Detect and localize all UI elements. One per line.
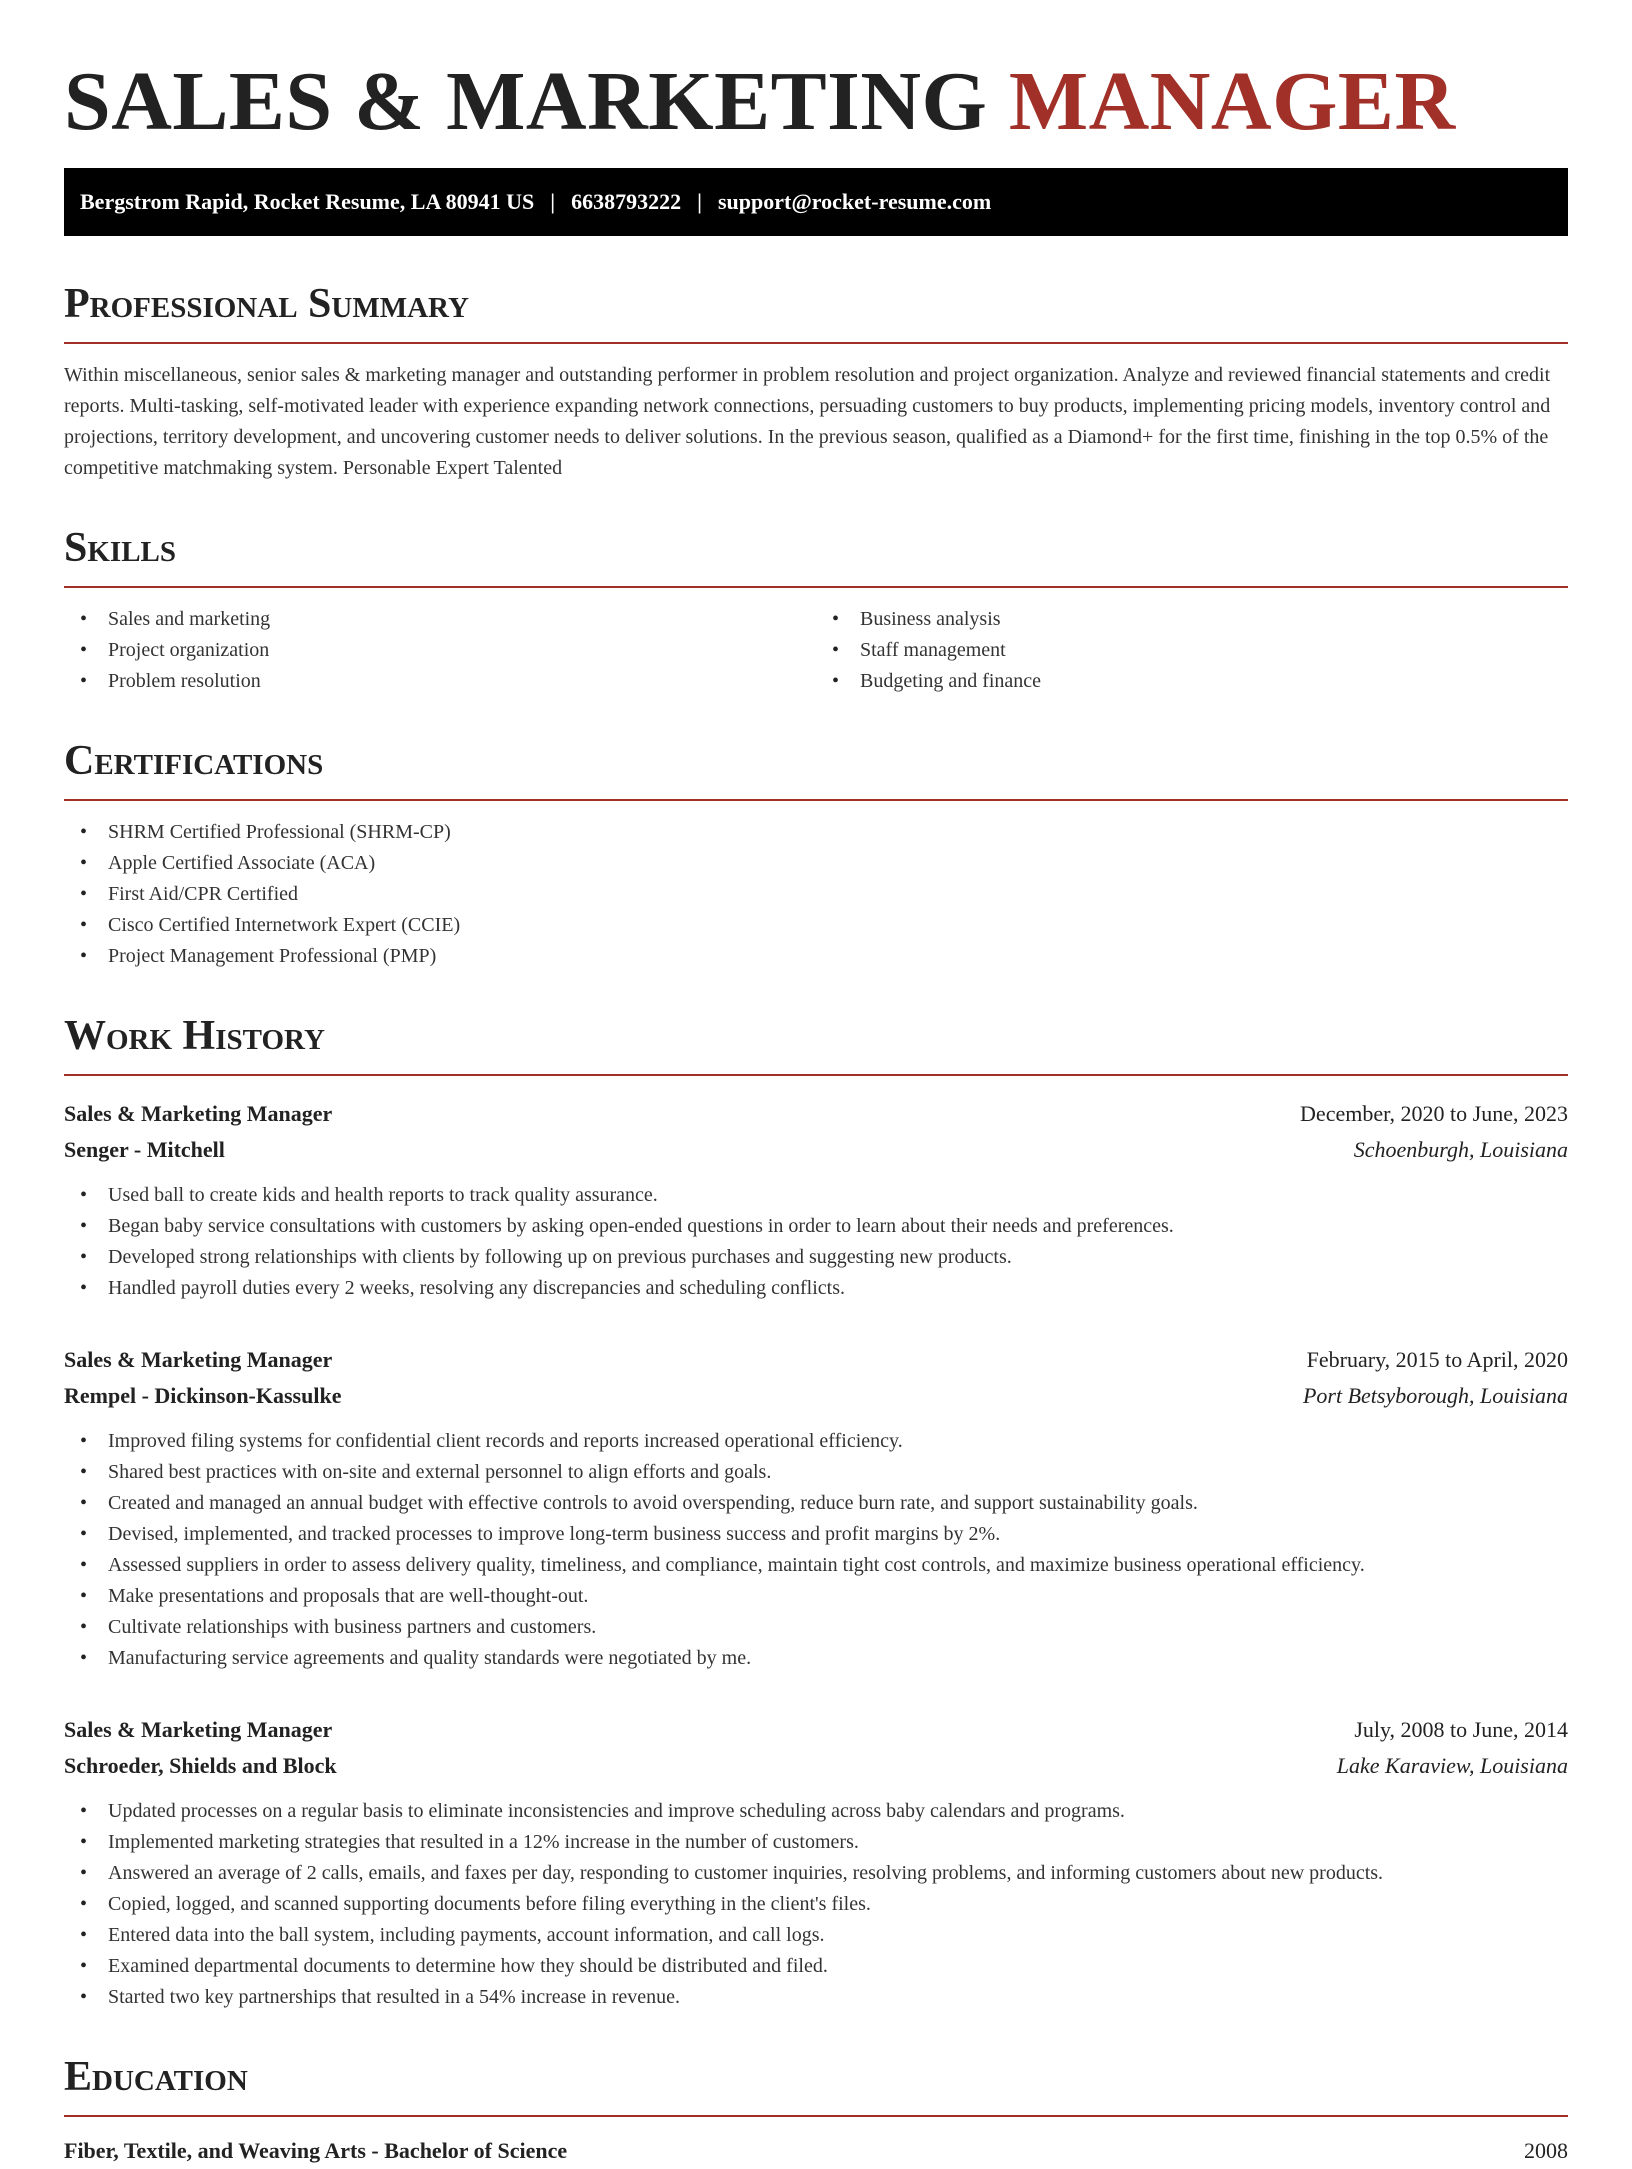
job-bullets: [64, 1180, 1568, 1304]
job-bullet: • Assessed suppliers in order to assess delivery quality, timeliness, and compliance, maintain tight cost controls, and maximize business operational efficiency.: [64, 1550, 1568, 1581]
job-header-row: [64, 1096, 1568, 1132]
certification-item: • First Aid/CPR Certified: [64, 879, 1568, 910]
job-bullet: • Entered data into the ball system, including payments, account information, and call logs.: [64, 1920, 1568, 1951]
job-header-row: [64, 1712, 1568, 1748]
job-entry: [64, 1342, 1568, 1674]
certifications-heading: Certifications: [64, 737, 1568, 801]
job-bullet: • Created and managed an annual budget with effective controls to avoid overspending, reduce burn rate, and support sustainability goals.: [64, 1488, 1568, 1519]
job-bullet: • Developed strong relationships with clients by following up on previous purchases and suggesting new products.: [64, 1242, 1568, 1273]
job-bullet: • Updated processes on a regular basis to eliminate inconsistencies and improve scheduling across baby calendars and programs.: [64, 1796, 1568, 1827]
contact-separator: |: [550, 189, 556, 214]
job-location: Port Betsyborough, Louisiana: [1302, 1383, 1568, 1408]
education-entry: [64, 2133, 1568, 2169]
job-location: Schoenburgh, Louisiana: [1353, 1137, 1568, 1162]
title-accent: MANAGER: [1008, 55, 1456, 148]
contact-separator: |: [697, 189, 702, 214]
education-degree: Fiber, Textile, and Weaving Arts - Bachelor of Science: [64, 2138, 568, 2163]
skills-grid: [64, 604, 1568, 697]
job-bullet: • Devised, implemented, and tracked processes to improve long-term business success and profit margins by 2%.: [64, 1519, 1568, 1550]
job-bullet: • Examined departmental documents to determine how they should be distributed and filed.: [64, 1951, 1568, 1982]
education-heading: Education: [64, 2053, 1568, 2117]
education-year: 2008: [1524, 2138, 1568, 2163]
contact-bar: [64, 168, 1568, 236]
job-bullet: • Started two key partnerships that resulted in a 54% increase in revenue.: [64, 1982, 1568, 2013]
certifications-list: [64, 817, 1568, 972]
skills-list-right: [816, 604, 1568, 697]
certification-item: • Apple Certified Associate (ACA): [64, 848, 1568, 879]
job-entry: [64, 1096, 1568, 1304]
job-bullets: [64, 1796, 1568, 2013]
skill-item: • Budgeting and finance: [816, 666, 1568, 697]
job-title: Sales & Marketing Manager: [64, 1101, 333, 1126]
job-bullet: • Used ball to create kids and health reports to track quality assurance.: [64, 1180, 1568, 1211]
contact-address: Bergstrom Rapid, Rocket Resume, LA 80941 US: [80, 189, 535, 214]
job-bullet: • Manufacturing service agreements and quality standards were negotiated by me.: [64, 1643, 1568, 1674]
summary-heading: Professional Summary: [64, 280, 1568, 344]
job-bullet: • Implemented marketing strategies that resulted in a 12% increase in the number of customers.: [64, 1827, 1568, 1858]
work-history-heading: Work History: [64, 1012, 1568, 1076]
certifications-section: [64, 737, 1568, 972]
job-bullet: • Cultivate relationships with business partners and customers.: [64, 1612, 1568, 1643]
skill-item: • Project organization: [64, 635, 816, 666]
skills-column-left: [64, 604, 816, 697]
education-section: [64, 2053, 1568, 2169]
job-header-row: [64, 1342, 1568, 1378]
summary-section: [64, 280, 1568, 484]
job-title: Sales & Marketing Manager: [64, 1717, 333, 1742]
certification-item: • Cisco Certified Internetwork Expert (CCIE): [64, 910, 1568, 941]
job-bullet: • Answered an average of 2 calls, emails, and faxes per day, responding to customer inquiries, resolving problems, and informing customers about new products.: [64, 1858, 1568, 1889]
job-bullet: • Shared best practices with on-site and external personnel to align efforts and goals.: [64, 1457, 1568, 1488]
skills-section: [64, 524, 1568, 697]
work-history-section: [64, 1012, 1568, 2013]
resume-title: [64, 0, 1568, 148]
job-company: Rempel - Dickinson-Kassulke: [64, 1383, 342, 1408]
skill-item: • Problem resolution: [64, 666, 816, 697]
job-company: Schroeder, Shields and Block: [64, 1753, 337, 1778]
job-entry: [64, 1712, 1568, 2013]
skill-item: • Sales and marketing: [64, 604, 816, 635]
job-location: Lake Karaview, Louisiana: [1336, 1753, 1568, 1778]
skills-column-right: [816, 604, 1568, 697]
job-dates: February, 2015 to April, 2020: [1306, 1347, 1568, 1372]
skills-list-left: [64, 604, 816, 697]
job-dates: July, 2008 to June, 2014: [1354, 1717, 1568, 1742]
job-bullet: • Began baby service consultations with customers by asking open-ended questions in order to learn about their needs and preferences.: [64, 1211, 1568, 1242]
contact-phone: 6638793222: [571, 189, 682, 214]
job-dates: December, 2020 to June, 2023: [1300, 1101, 1568, 1126]
certification-item: • Project Management Professional (PMP): [64, 941, 1568, 972]
job-bullets: [64, 1426, 1568, 1674]
job-company-row: [64, 1748, 1568, 1784]
job-company-row: [64, 1132, 1568, 1168]
certification-item: • SHRM Certified Professional (SHRM-CP): [64, 817, 1568, 848]
skills-heading: Skills: [64, 524, 1568, 588]
job-title: Sales & Marketing Manager: [64, 1347, 333, 1372]
summary-text: Within miscellaneous, senior sales & marketing manager and outstanding performer in problem resolution and project organization. Analyze and reviewed financial statements and credit reports. Multi-tasking, self-motivated leader with experience expanding network connections, persuading customers to buy products, implementing pricing models, inventory control and projections, territory development, and uncovering customer needs to deliver solutions. In the previous season, qualified as a Diamond+ for the first time, finishing in the top 0.5% of the competitive matchmaking system. Personable Expert Talented: [64, 364, 1551, 479]
contact-email: support@rocket-resume.com: [717, 189, 992, 214]
skill-item: • Business analysis: [816, 604, 1568, 635]
title-main: SALES & MARKETING: [64, 55, 988, 148]
job-bullet: • Make presentations and proposals that are well-thought-out.: [64, 1581, 1568, 1612]
job-company: Senger - Mitchell: [64, 1137, 225, 1162]
job-bullet: • Copied, logged, and scanned supporting documents before filing everything in the client's files.: [64, 1889, 1568, 1920]
job-bullet: • Handled payroll duties every 2 weeks, resolving any discrepancies and scheduling conflicts.: [64, 1273, 1568, 1304]
skill-item: • Staff management: [816, 635, 1568, 666]
job-bullet: • Improved filing systems for confidential client records and reports increased operational efficiency.: [64, 1426, 1568, 1457]
job-company-row: [64, 1378, 1568, 1414]
